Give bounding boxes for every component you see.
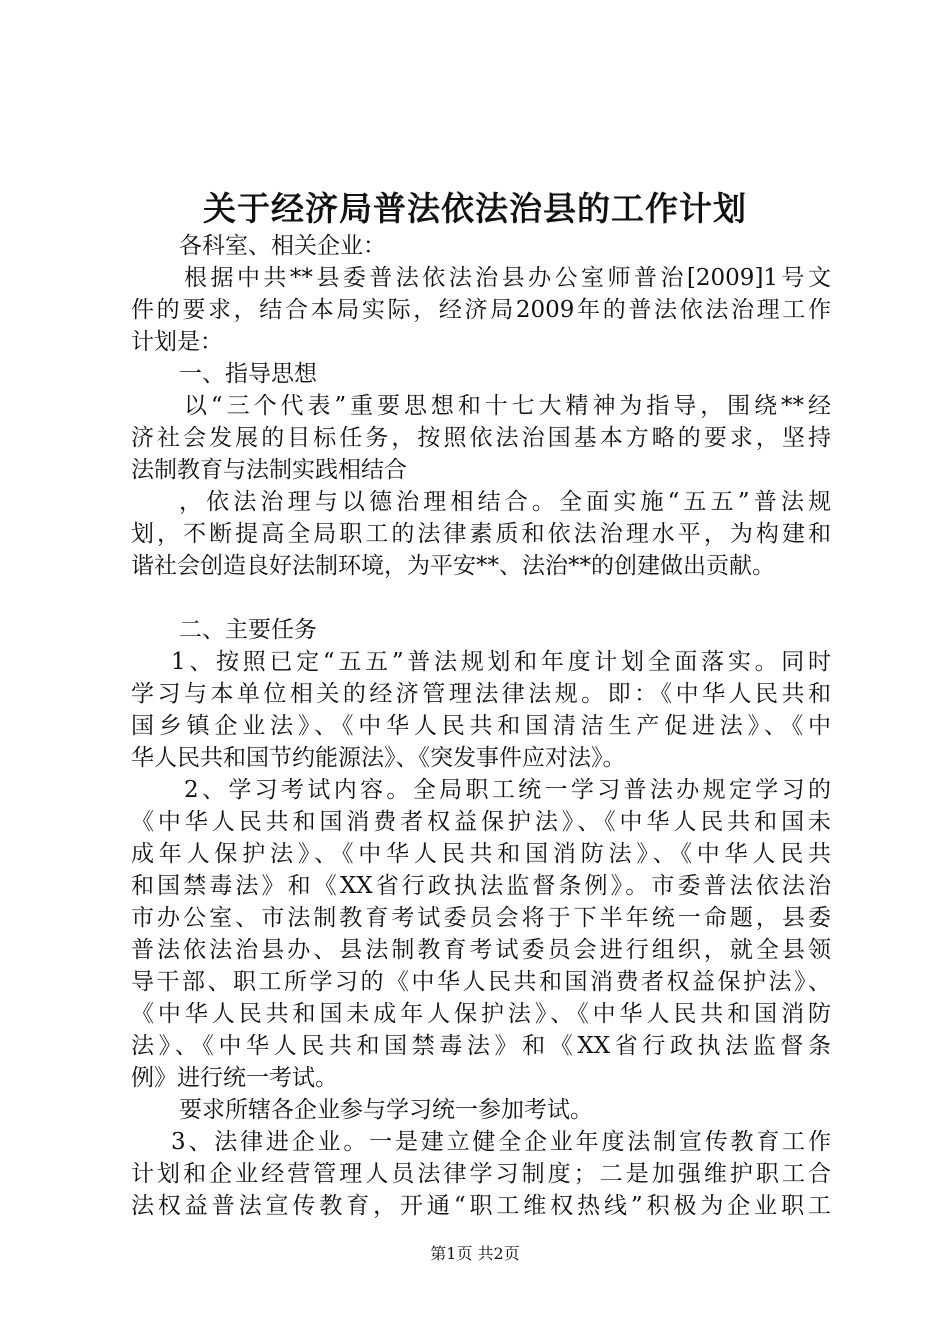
paragraph-line: 学习与本单位相关的经济管理法律法规。即：《中华人民共和: [131, 681, 831, 707]
paragraph-line: 法制教育与法制实践相结合: [131, 457, 407, 483]
paragraph-line: 《中华人民共和国未成年人保护法》、《中华人民共和国消防: [131, 1001, 831, 1027]
paragraph-line: 3、法律进企业。一是建立健全企业年度法制宣传教育工作: [171, 1129, 831, 1155]
paragraph-line: 件的要求，结合本局实际，经济局2009年的普法依法治理工作: [131, 297, 831, 323]
section-heading: 一、指导思想: [179, 361, 317, 387]
paragraph-line: 济社会发展的目标任务，按照依法治国基本方略的要求，坚持: [131, 425, 831, 451]
paragraph-line: 国乡镇企业法》、《中华人民共和国清洁生产促进法》、《中: [131, 713, 831, 739]
paragraph-line: 法》、《中华人民共和国禁毒法》和《XX省行政执法监督条: [131, 1033, 831, 1059]
paragraph-line: 《中华人民共和国消费者权益保护法》、《中华人民共和国未: [131, 809, 831, 835]
paragraph-line: 划，不断提高全局职工的法律素质和依法治理水平，为构建和: [131, 521, 831, 547]
page-number: 第1页 共2页: [430, 1244, 520, 1263]
paragraph-line: 华人民共和国节约能源法》、《突发事件应对法》。: [131, 745, 626, 771]
document-title: 关于经济局普法依法治县的工作计划: [203, 189, 747, 228]
paragraph-line: 谐社会创造良好法制环境，为平安**、法治**的创建做出贡献。: [131, 553, 775, 579]
paragraph-line: 要求所辖各企业参与学习统一参加考试。: [179, 1097, 593, 1123]
paragraph-line: 导干部、职工所学习的《中华人民共和国消费者权益保护法》、: [131, 969, 831, 995]
paragraph-gap: [131, 582, 831, 614]
paragraph-line: 2、学习考试内容。全局职工统一学习普法办规定学习的: [184, 777, 831, 803]
paragraph-line: 1、按照已定“五五”普法规划和年度计划全面落实。同时: [171, 649, 831, 675]
salutation: 各科室、相关企业：: [179, 233, 386, 259]
section-heading: 二、主要任务: [179, 617, 317, 643]
paragraph-line: 计划和企业经营管理人员法律学习制度；二是加强维护职工合: [131, 1161, 831, 1187]
paragraph-line: 例》进行统一考试。: [131, 1065, 338, 1091]
paragraph-line: 根据中共**县委普法依法治县办公室师普治[2009]1号文: [184, 265, 831, 291]
paragraph-line: 市办公室、市法制教育考试委员会将于下半年统一命题，县委: [131, 905, 831, 931]
paragraph-line: 法权益普法宣传教育，开通“职工维权热线”积极为企业职工: [131, 1193, 831, 1219]
paragraph-line: 和国禁毒法》和《XX省行政执法监督条例》。市委普法依法治: [131, 873, 831, 899]
document-body: [131, 230, 831, 1222]
paragraph-line: 以“三个代表”重要思想和十七大精神为指导，围绕**经: [184, 393, 831, 419]
paragraph-line: ，依法治理与以德治理相结合。全面实施“五五”普法规: [179, 489, 831, 515]
paragraph-line: 普法依法治县办、县法制教育考试委员会进行组织，就全县领: [131, 937, 831, 963]
paragraph-line: 计划是：: [131, 329, 223, 355]
paragraph-line: 成年人保护法》、《中华人民共和国消防法》、《中华人民共: [131, 841, 831, 867]
